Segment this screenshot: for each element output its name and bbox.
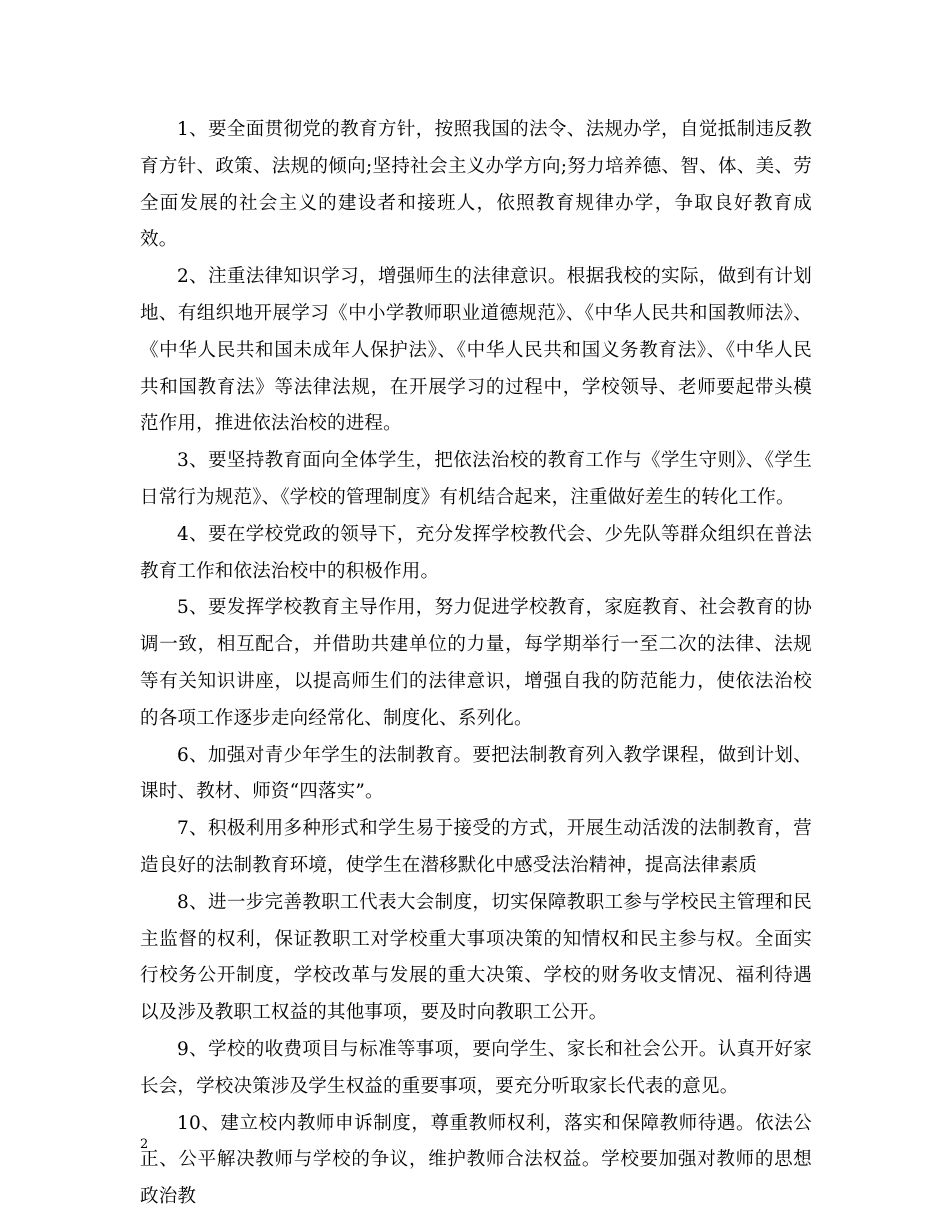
page-number: 2: [140, 1137, 149, 1152]
paragraph-10: 10、建立校内教师申诉制度，尊重教师权利，落实和保障教师待遇。依法公正、公平解决教师与学校的争议，维护教师合法权益。学校要加强对教师的思想政治教: [140, 1112, 812, 1208]
paragraph-5: 5、要发挥学校教育主导作用，努力促进学校教育，家庭教育、社会教育的协调一致，相互配合，并借助共建单位的力量，每学期举行一至二次的法律、法规等有关知识讲座，以提高师生们的法律意识，增强自我的防范能力，使依法治校的各项工作逐步走向经常化、制度化、系列化。: [140, 597, 812, 729]
paragraph-1: 1、要全面贯彻党的教育方针，按照我国的法令、法规办学，自觉抵制违反教育方针、政策、法规的倾向;坚持社会主义办学方向;努力培养德、智、体、美、劳全面发展的社会主义的建设者和接班人，依照教育规律办学，争取良好教育成效。: [140, 119, 812, 251]
paragraph-7: 7、积极利用多种形式和学生易于接受的方式，开展生动活泼的法制教育，营造良好的法制教育环境，使学生在潜移默化中感受法治精神，提高法律素质: [140, 818, 812, 876]
paragraph-4: 4、要在学校党政的领导下，充分发挥学校教代会、少先队等群众组织在普法教育工作和依法治校中的积极作用。: [140, 523, 812, 582]
paragraph-9: 9、学校的收费项目与标准等事项，要向学生、家长和社会公开。认真开好家长会，学校决策涉及学生权益的重要事项，要充分听取家长代表的意见。: [140, 1038, 812, 1097]
paragraph-8: 8、进一步完善教职工代表大会制度，切实保障教职工参与学校民主管理和民主监督的权利，保证教职工对学校重大事项决策的知情权和民主参与权。全面实行校务公开制度，学校改革与发展的重大决策、学校的财务收支情况、福利待遇以及涉及教职工权益的其他事项，要及时向教职工公开。: [140, 891, 812, 1024]
paragraph-2: 2、注重法律知识学习，增强师生的法律意识。根据我校的实际，做到有计划地、有组织地开展学习《中小学教师职业道德规范》、《中华人民共和国教师法》、《中华人民共和国未成年人保护法》、《中华人民共和国义务教育法》、《中华人民共和国教育法》等法律法规，在开展学习的过程中，学校领导、老师要起带头模范作用，推进依法治校的进程。: [140, 266, 812, 435]
document-body: [140, 112, 812, 1216]
paragraph-6: 6、加强对青少年学生的法制教育。要把法制教育列入教学课程，做到计划、课时、教材、师资“四落实”。: [140, 744, 812, 803]
paragraph-3: 3、要坚持教育面向全体学生，把依法治校的教育工作与《学生守则》、《学生日常行为规范》、《学校的管理制度》有机结合起来，注重做好差生的转化工作。: [140, 450, 812, 508]
